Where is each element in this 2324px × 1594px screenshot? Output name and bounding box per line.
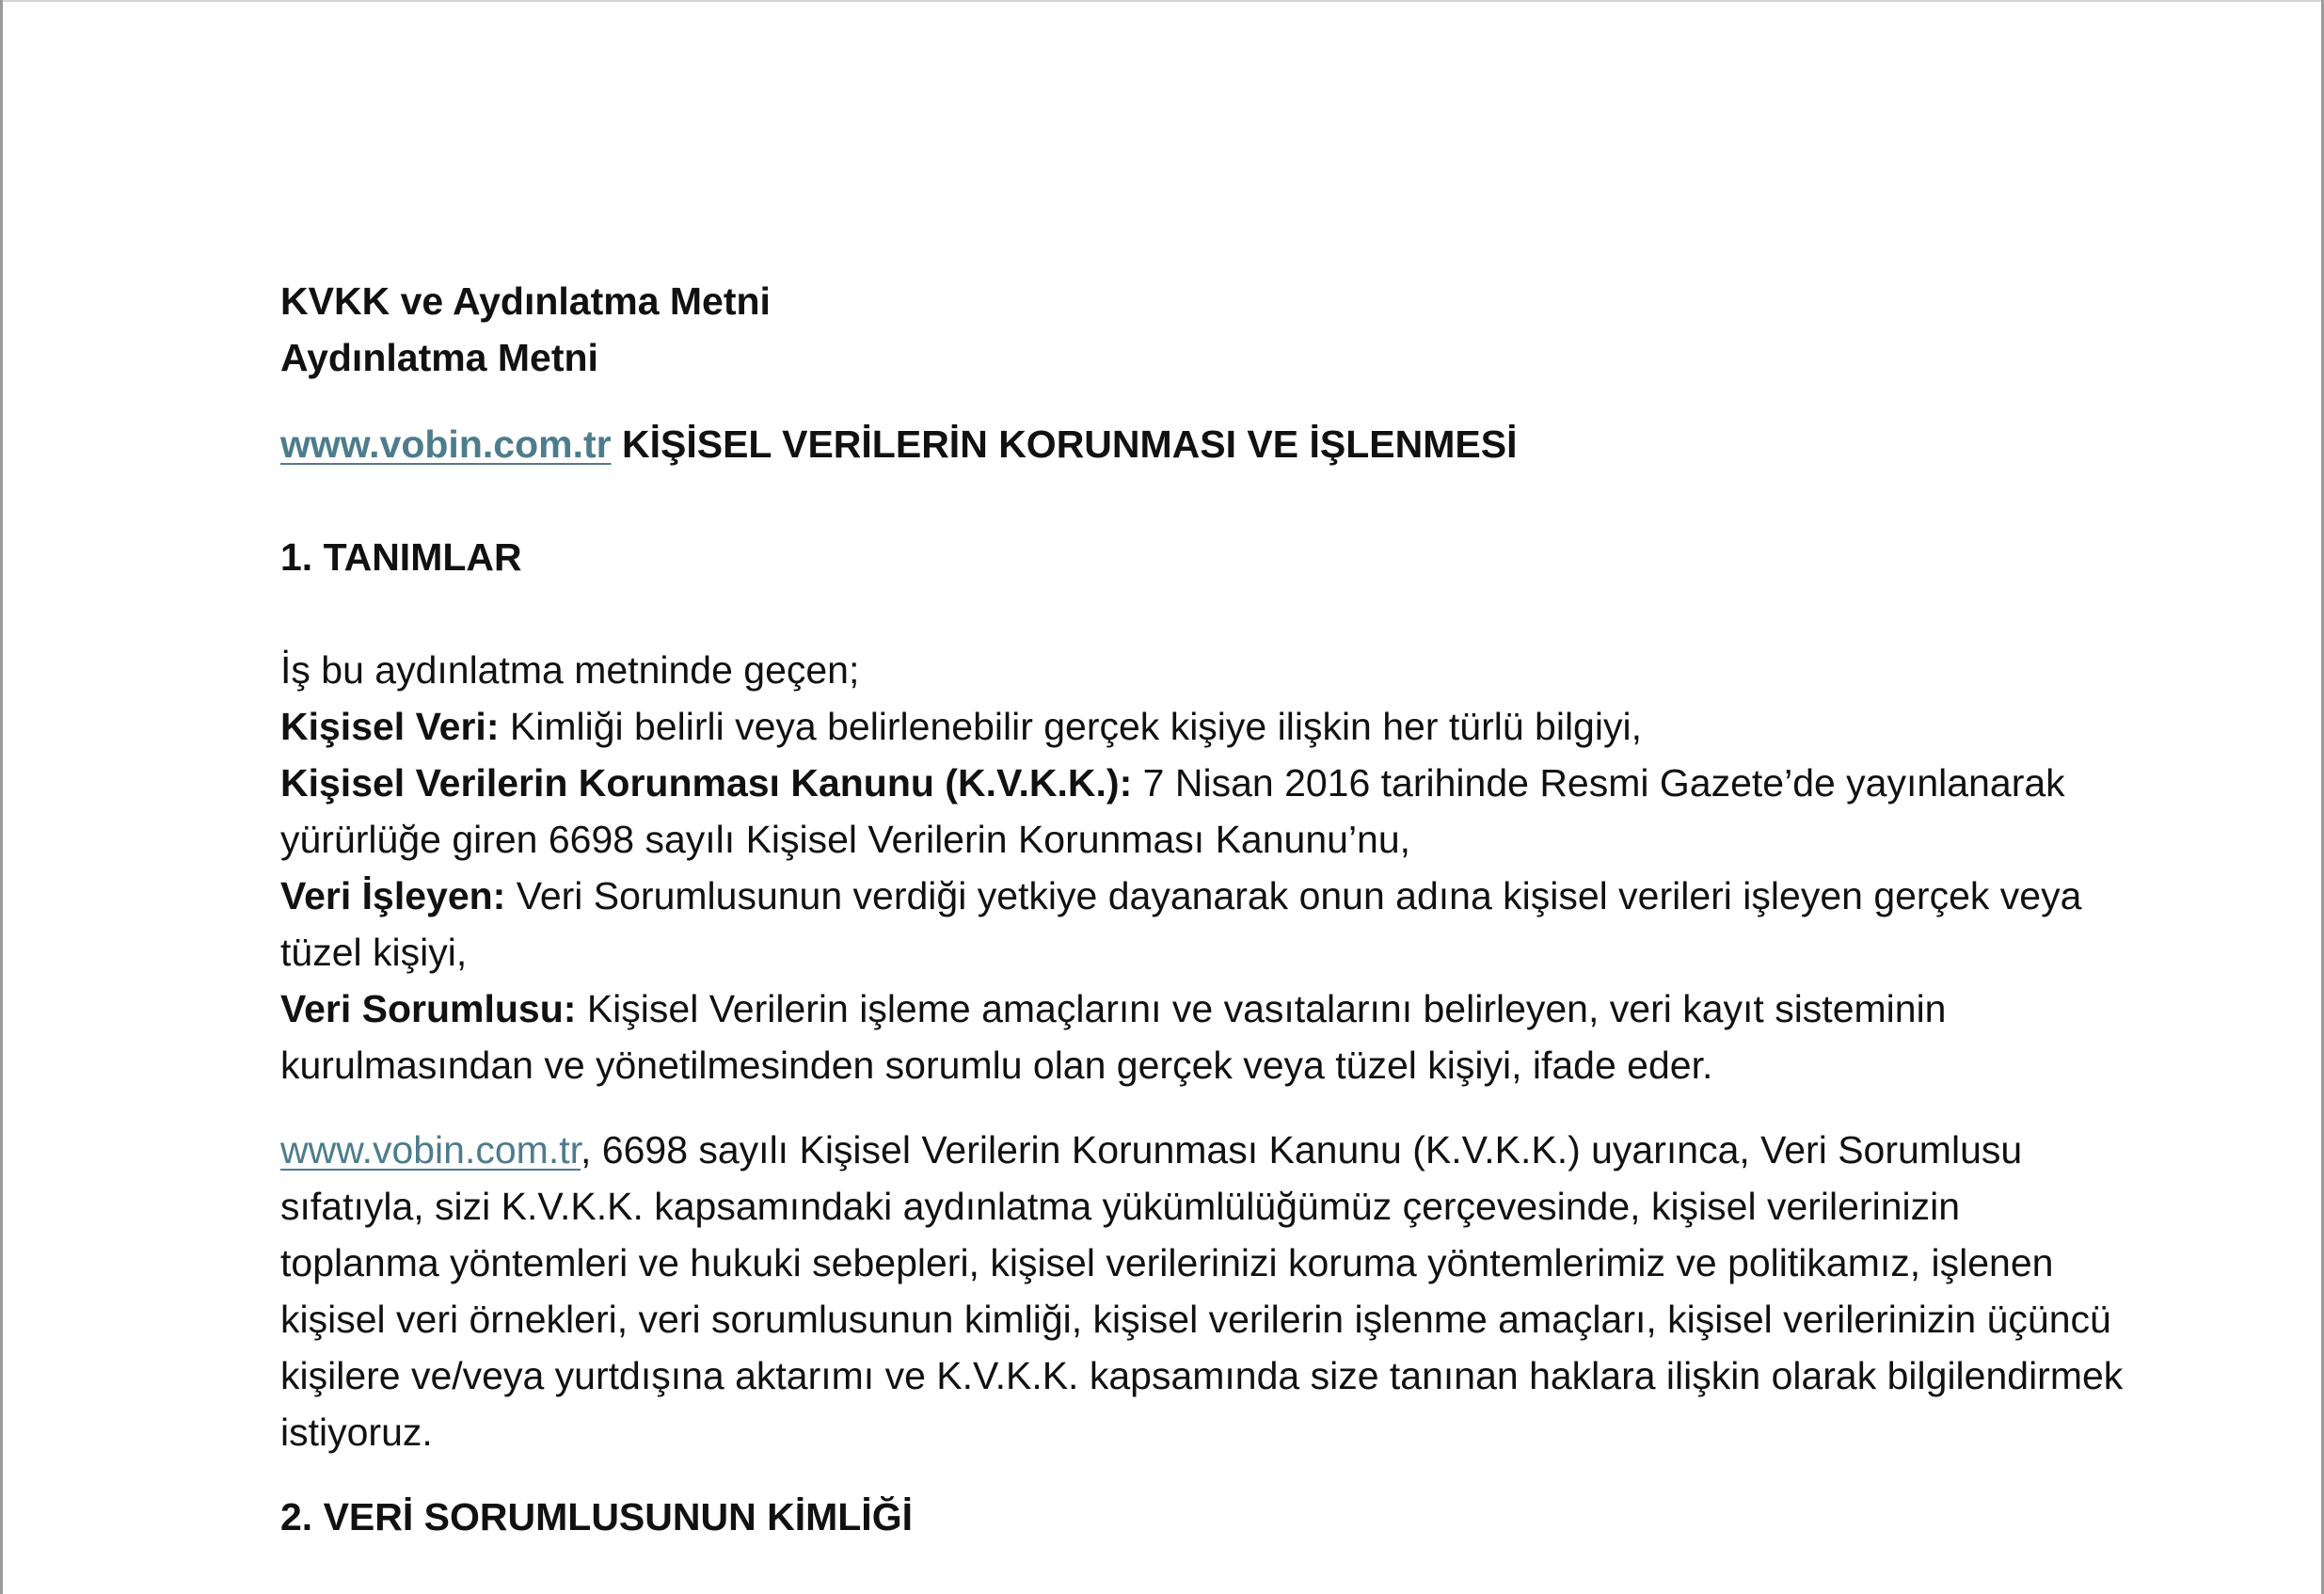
- section-2-heading: 2. VERİ SORUMLUSUNUN KİMLİĞİ: [280, 1495, 913, 1538]
- definition-kvkk: [280, 755, 2125, 868]
- definition-text: 7 Nisan 2016 tarihinde Resmi Gazete’de yayınlanarak yürürlüğe giren 6698 sayılı Kişisel Verilerin Korunması Kanunu’nu,: [280, 761, 2065, 861]
- definition-veri-isleyen: [280, 868, 2125, 980]
- document-subtitle: Aydınlatma Metni: [280, 336, 598, 379]
- paragraph-text: , 6698 sayılı Kişisel Verilerin Korunması Kanunu (K.V.K.K.) uyarınca, Veri Sorumlusu sıfatıyla, sizi K.V.K.K. kapsamındaki aydınlatma yükümlülüğümüz çerçevesinde, kişisel verilerinizin toplanma yöntemleri ve hukuki sebepleri, kişisel verilerinizi koruma yöntemlerimiz ve politikamız, işlenen kişisel veri örnekleri, veri sorumlusunun kimliği, kişisel verilerin işlenme amaçları, kişisel verilerinizin üçüncü kişilere ve/veya yurtdışına aktarımı ve K.V.K.K. kapsamında size tanınan haklara ilişkin olarak bilgilendirmek istiyoruz.: [280, 1128, 2124, 1454]
- definition-kisisel-veri: [280, 698, 2125, 755]
- paragraph-site-link[interactable]: www.vobin.com.tr: [280, 1128, 581, 1172]
- definition-term: Kişisel Veri:: [280, 705, 500, 748]
- information-paragraph: [280, 1122, 2125, 1460]
- document-page: [3, 0, 2321, 1594]
- main-title: KİŞİSEL VERİLERİN KORUNMASI VE İŞLENMESİ: [621, 422, 1518, 466]
- document-title: KVKK ve Aydınlatma Metni: [280, 279, 771, 323]
- main-title-line: [280, 416, 2125, 472]
- document-content: [280, 273, 2125, 1545]
- intro-text: İş bu aydınlatma metninde geçen;: [280, 648, 860, 692]
- site-link[interactable]: www.vobin.com.tr: [280, 422, 612, 466]
- definition-text: Kimliği belirli veya belirlenebilir gerçek kişiye ilişkin her türlü bilgiyi,: [509, 705, 1642, 748]
- definition-veri-sorumlusu: [280, 980, 2125, 1093]
- definition-term: Veri İşleyen:: [280, 874, 506, 917]
- definition-text: Veri Sorumlusunun verdiği yetkiye dayanarak onun adına kişisel verileri işleyen gerçek veya tüzel kişiyi,: [280, 874, 2082, 974]
- section-1-heading: 1. TANIMLAR: [280, 535, 522, 579]
- definition-term: Veri Sorumlusu:: [280, 987, 577, 1030]
- definition-term: Kişisel Verilerin Korunması Kanunu (K.V.K.K.):: [280, 761, 1133, 805]
- definition-text: Kişisel Verilerin işleme amaçlarını ve vasıtalarını belirleyen, veri kayıt sisteminin kurulmasından ve yönetilmesinden sorumlu olan gerçek veya tüzel kişiyi, ifade eder.: [280, 987, 1947, 1087]
